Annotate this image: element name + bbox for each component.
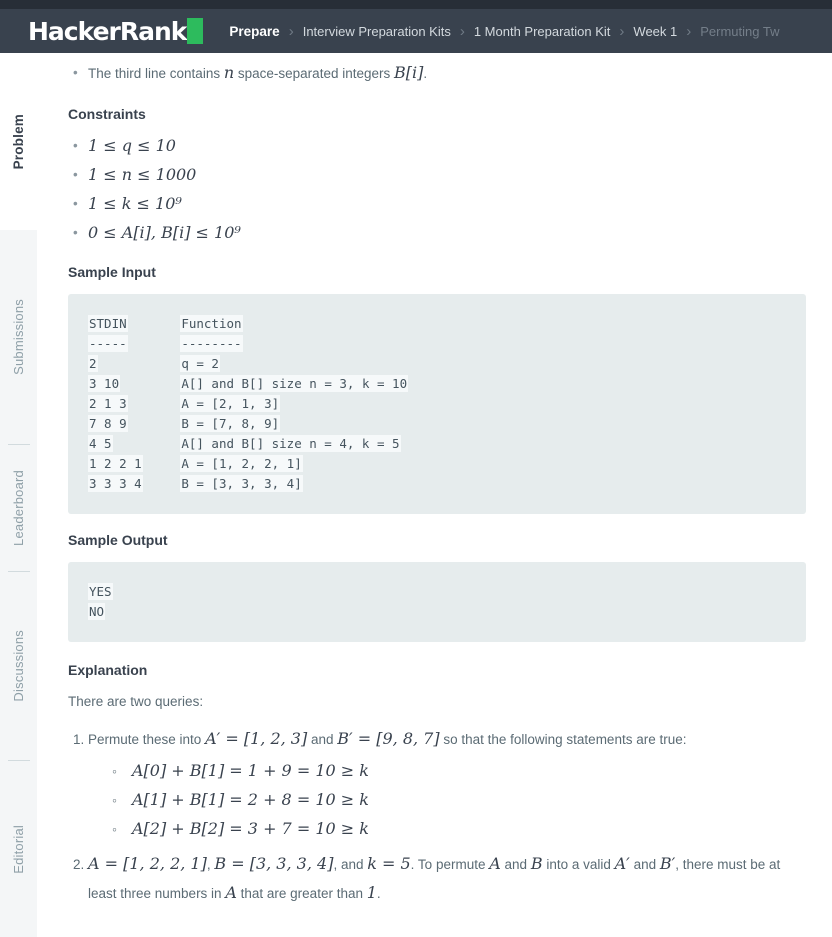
- breadcrumb-interview-preparation-kits[interactable]: Interview Preparation Kits: [302, 23, 451, 39]
- explanation-heading: Explanation: [68, 662, 148, 678]
- tab-problem-label: Problem: [11, 113, 26, 170]
- sample-input-code-block: STDIN Function ----- -------- 2 q = 2 3 10 A[] and B[] size n = 3, k = 10 2 1 3 A = [2, 1, 3] 7 8 9 B = [7, 8, 9] 4 5 A[] and B[] size n = 4, k = 5 1 2 2 1 A = [1, 2, 2, 1] 3 3 3 4 B = [3, 3, 3, 4]: [68, 294, 806, 514]
- input-format-bullet: • The third line contains n space-separated integers B[i].: [68, 61, 806, 86]
- hackerrank-logo-green-block-icon: [187, 18, 203, 44]
- explanation-statements-list: [88, 757, 806, 844]
- hackerrank-logo-text: HackerRank: [28, 16, 187, 46]
- tab-submissions[interactable]: [0, 230, 37, 444]
- tab-discussions-label: Discussions: [11, 630, 26, 702]
- top-navbar: [0, 9, 832, 53]
- tab-editorial[interactable]: [0, 761, 37, 937]
- constraint-item: • 1 ≤ q ≤ 10: [68, 132, 806, 161]
- tab-leaderboard[interactable]: [0, 445, 37, 571]
- vertical-tab-sidebar: [0, 53, 37, 937]
- constraint-item: • 0 ≤ A[i], B[i] ≤ 10⁹: [68, 219, 806, 248]
- sidebar-inactive-area: [0, 230, 37, 937]
- explanation-item-1: [88, 724, 806, 844]
- tab-leaderboard-label: Leaderboard: [11, 470, 26, 546]
- input-format-bullet-list: [68, 61, 806, 86]
- tab-editorial-label: Editorial: [11, 824, 26, 874]
- statement-item: ◦ A[1] + B[1] = 2 + 8 = 10 ≥ k: [112, 786, 806, 815]
- hackerrank-logo[interactable]: [28, 17, 203, 46]
- tab-discussions[interactable]: [0, 572, 37, 760]
- tab-problem[interactable]: [0, 53, 37, 230]
- breadcrumb: [229, 24, 779, 39]
- explanation-intro: There are two queries:: [68, 694, 204, 709]
- breadcrumb-current-page: Permuting Tw: [700, 23, 780, 39]
- breadcrumb-week-1[interactable]: Week 1: [633, 23, 678, 39]
- explanation-item-2: [88, 850, 806, 908]
- chevron-right-icon: ›: [619, 22, 625, 40]
- statement-item: ◦ A[2] + B[2] = 3 + 7 = 10 ≥ k: [112, 815, 806, 844]
- explanation-ordered-list: [68, 724, 806, 908]
- chevron-right-icon: ›: [288, 22, 294, 40]
- breadcrumb-prepare[interactable]: Prepare: [229, 23, 280, 39]
- breadcrumb-1-month-preparation-kit[interactable]: 1 Month Preparation Kit: [473, 23, 611, 39]
- chevron-right-icon: ›: [459, 22, 465, 40]
- constraints-list: [68, 132, 806, 248]
- explanation-item-2-text: A = [1, 2, 2, 1], B = [3, 3, 3, 4], and k = 5. To permute A and B into a valid A′ and B′, there must be at least three numbers in A that are greater than 1.: [88, 854, 781, 902]
- constraints-heading: Constraints: [68, 106, 146, 122]
- sample-output-heading: Sample Output: [68, 532, 168, 548]
- window-top-strip: [0, 0, 832, 9]
- sample-output-code-block: YES NO: [68, 562, 806, 642]
- chevron-right-icon: ›: [686, 22, 692, 40]
- constraint-item: • 1 ≤ k ≤ 10⁹: [68, 190, 806, 219]
- statement-item: ◦ A[0] + B[1] = 1 + 9 = 10 ≥ k: [112, 757, 806, 786]
- sample-input-heading: Sample Input: [68, 264, 156, 280]
- problem-statement-content: [37, 53, 832, 937]
- explanation-item-1-text: Permute these into A′ = [1, 2, 3] and B′ = [9, 8, 7] so that the following statements are true:: [88, 729, 687, 748]
- constraint-item: • 1 ≤ n ≤ 1000: [68, 161, 806, 190]
- tab-submissions-label: Submissions: [11, 299, 26, 375]
